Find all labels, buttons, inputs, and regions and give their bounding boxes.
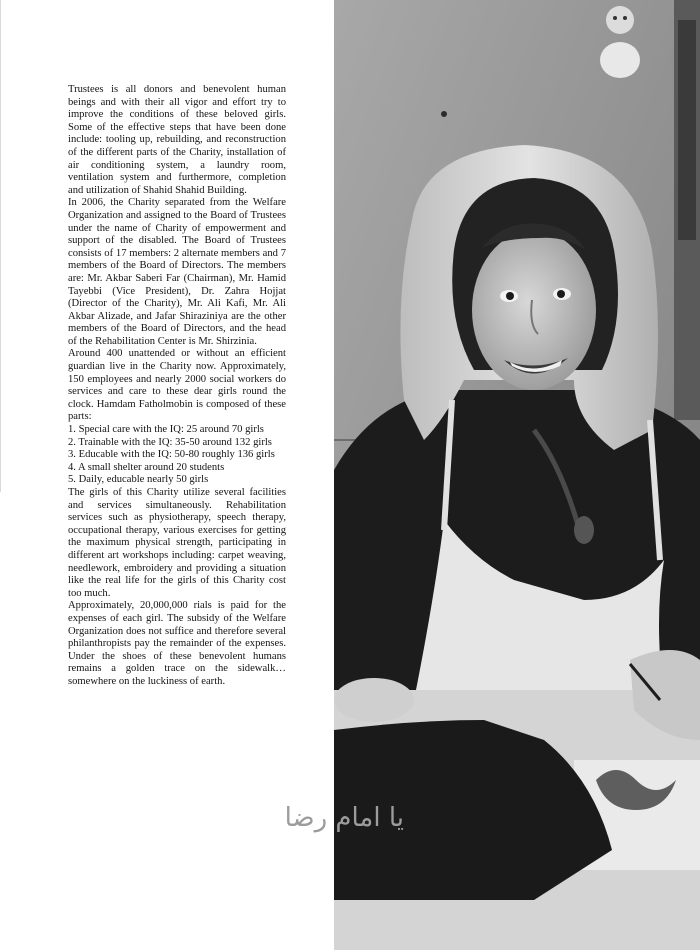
article-paragraph: The girls of this Charity utilize several facilities and services simultaneously. Rehabilitation services such as physiotherapy, speech therapy, occupational therapy, various exercises for getting the maximum physical strength, participating in different art workshops including: carpet weaving, needlework, embroidery and providing a situation like the real life for the girls of this Charity cost too much.: [68, 487, 286, 599]
wall-hook: [441, 111, 447, 117]
wall-frame-edge-inner: [678, 20, 696, 240]
page-margin-rule: [0, 0, 1, 492]
article-body: [68, 84, 286, 689]
left-pupil: [506, 292, 514, 300]
left-hand: [334, 678, 414, 722]
list-item: 1. Special care with the IQ: 25 around 70 girls: [68, 424, 264, 436]
board-inscription: یا امام رضا: [284, 803, 404, 833]
list-item: 2. Trainable with the IQ: 35-50 around 132 girls: [68, 436, 272, 448]
list-item: 3. Educable with the IQ: 50-80 roughly 136 girls: [68, 449, 275, 461]
pendant: [574, 516, 594, 544]
article-paragraph: Around 400 unattended or without an efficient guardian live in the Charity now. Approximately, 150 employees and nearly 2000 social workers do services and care to these dear girls round the clock. Hamdam Fatholmobin is composed of these parts:: [68, 348, 286, 423]
photo-panel: [284, 0, 700, 950]
right-pupil: [557, 290, 565, 298]
list-item: 5. Daily, educable nearly 50 girls: [68, 474, 209, 486]
photo-illustration: [284, 0, 700, 950]
article-paragraph: In 2006, the Charity separated from the Welfare Organization and assigned to the Board of Trustees under the name of Charity of empowerment and support of the disabled. The Board of Trustees consists of 17 members: 2 alternate members and 7 members of the Board of Directors. The members are: Mr. Akbar Saberi Far (Chairman), Mr. Hamid Tayebbi (Vice President), Dr. Zahra Hojjat (Director of the Charity), Mr. Ali Kafi, Mr. Ali Akbar Alizade, and Jafar Shiraziniya are the other members of the Board of Directors, and the head of the Rehabilitation Center is Mr. Shirzinia.: [68, 197, 286, 347]
list-item: 4. A small shelter around 20 students: [68, 461, 225, 473]
article-paragraph: Trustees is all donors and benevolent human beings and with their all vigor and effort try to improve the conditions of these beloved girls. Some of the effective steps that have been done include: tooling up, rebuilding, and reconstruction of the different parts of the Charity, installation of air conditioning system, a laundry room, ventilation system and furthermore, completion and utilization of Shahid Shahid Building.: [68, 84, 286, 196]
article-paragraph: Approximately, 20,000,000 rials is paid for the expenses of each girl. The subsidy of the Welfare Organization does not suffice and therefore several philanthropists pay the remainder of the expenses. Under the shoes of these benevolent humans remains a golden trace on the sidewalk… somewhere on the luckiness of earth.: [68, 600, 286, 687]
